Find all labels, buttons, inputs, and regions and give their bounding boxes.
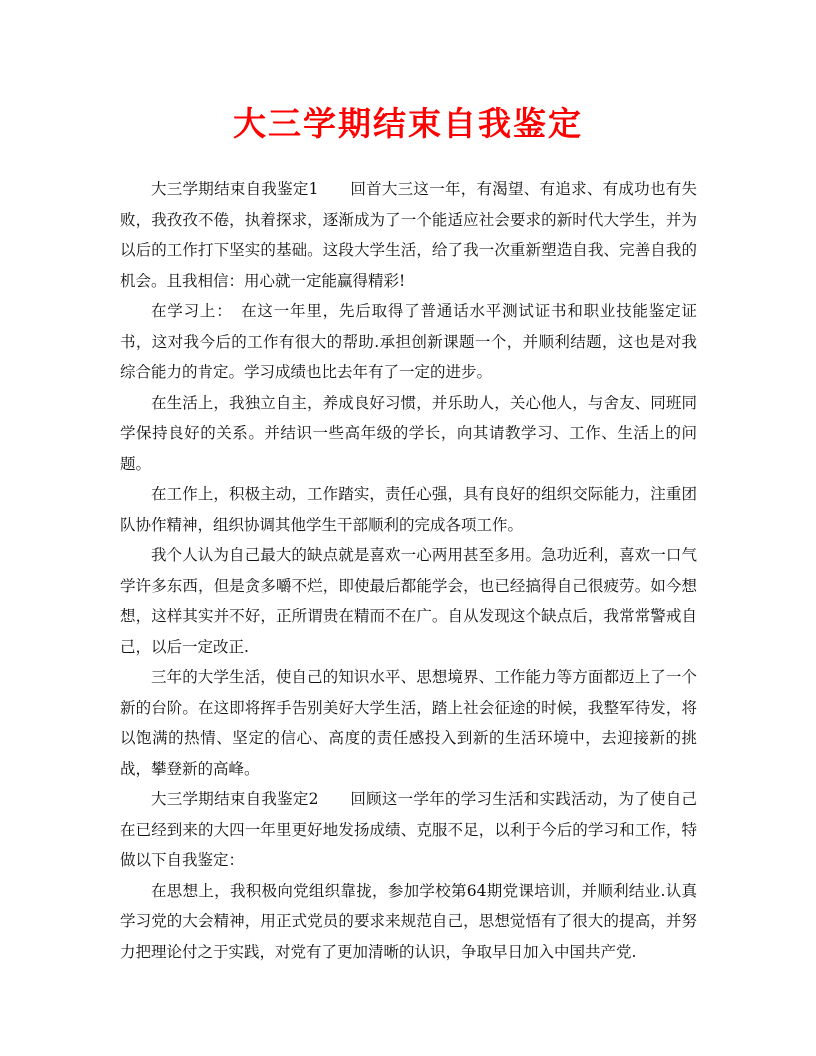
- paragraph-life: 在生活上，我独立自主，养成良好习惯，并乐助人，关心他人，与舍友、同班同学保持良好的关系。并结识一些高年级的学长，向其请教学习、工作、生活上的问题。: [120, 393, 697, 473]
- document-title: 大三学期结束自我鉴定: [233, 104, 583, 143]
- document-body: [120, 174, 697, 967]
- paragraph-shortcomings: 我个人认为自己最大的缺点就是喜欢一心两用甚至多用。急功近利，喜欢一口气学许多东西，但是贪多嚼不烂，即使最后都能学会，也已经搞得自己很疲劳。如今想想，这样其实并不好，正所谓贵在精而不在广。自从发现这个缺点后，我常常警戒自己，以后一定改正.: [120, 546, 697, 656]
- paragraph-intro-1: 大三学期结束自我鉴定1 回首大三这一年，有渴望、有追求、有成功也有失败，我孜孜不倦，执着探求，逐渐成为了一个能适应社会要求的新时代大学生，并为以后的工作打下坚实的基础。这段大学生活，给了我一次重新塑造自我、完善自我的机会。且我相信：用心就一定能赢得精彩!: [120, 180, 697, 290]
- paragraph-ideology: 在思想上，我积极向党组织靠拢，参加学校第64期党课培训，并顺利结业.认真学习党的大会精神，用正式党员的要求来规范自己，思想觉悟有了很大的提高，并努力把理论付之于实践，对党有了更加清晰的认识，争取早日加入中国共产党.: [120, 881, 697, 961]
- paragraph-study: 在学习上： 在这一年里，先后取得了普通话水平测试证书和职业技能鉴定证书，这对我今后的工作有很大的帮助.承担创新课题一个，并顺利结题，这也是对我综合能力的肯定。学习成绩也比去年有了一定的进步。: [120, 302, 697, 381]
- paragraph-intro-2: 大三学期结束自我鉴定2 回顾这一学年的学习生活和实践活动，为了使自己在已经到来的大四一年里更好地发扬成绩、克服不足，以利于今后的学习和工作，特做以下自我鉴定：: [120, 790, 697, 869]
- paragraph-work: 在工作上，积极主动，工作踏实，责任心强，具有良好的组织交际能力，注重团队协作精神，组织协调其他学生干部顺利的完成各项工作。: [120, 485, 697, 534]
- paragraph-conclusion: 三年的大学生活，使自己的知识水平、思想境界、工作能力等方面都迈上了一个新的台阶。在这即将挥手告别美好大学生活，踏上社会征途的时候，我整军待发，将以饱满的热情、坚定的信心、高度的责任感投入到新的生活环境中，去迎接新的挑战，攀登新的高峰。: [120, 668, 697, 778]
